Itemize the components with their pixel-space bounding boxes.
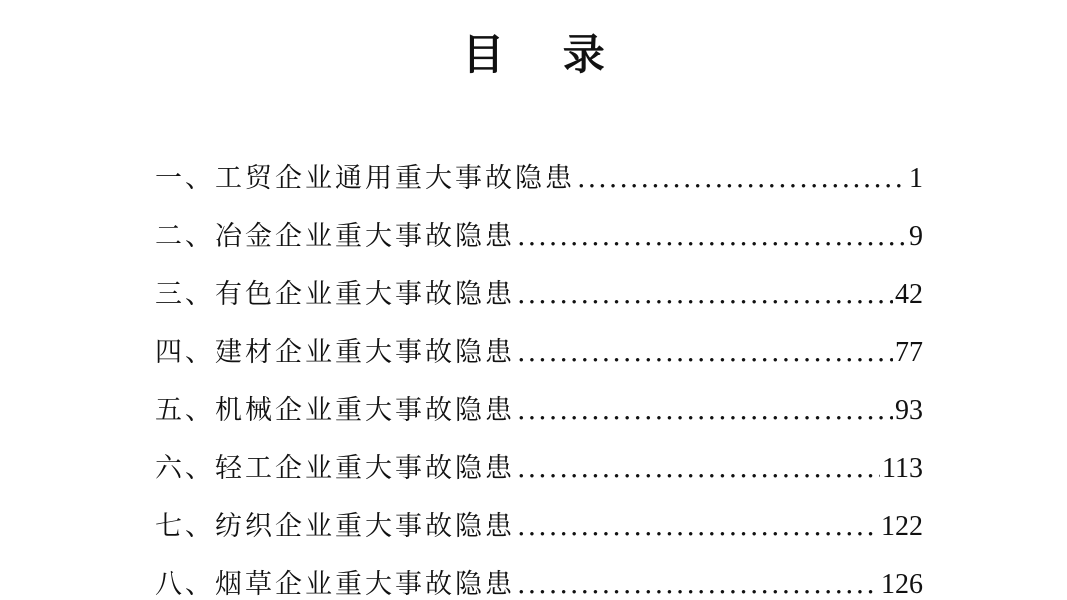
toc-entry[interactable] (155, 498, 923, 556)
toc-entry-label: 三、有色企业重大事故隐患 (155, 279, 515, 310)
toc-leader-dots (517, 266, 893, 324)
toc-leader-dots (517, 556, 879, 600)
toc-entry[interactable] (155, 556, 923, 600)
toc-leader-dots (577, 150, 907, 208)
toc-entry-page: 122 (881, 511, 923, 542)
toc-leader-dots (517, 498, 879, 556)
toc-entry[interactable] (155, 440, 923, 498)
toc-entry[interactable] (155, 324, 923, 382)
table-of-contents (155, 150, 923, 600)
toc-entry-label: 一、工贸企业通用重大事故隐患 (155, 163, 575, 194)
toc-entry-label: 七、纺织企业重大事故隐患 (155, 511, 515, 542)
toc-entry-label: 四、建材企业重大事故隐患 (155, 337, 515, 368)
toc-entry-page: 113 (882, 453, 923, 484)
toc-leader-dots (517, 208, 907, 266)
toc-entry-label: 六、轻工企业重大事故隐患 (155, 453, 515, 484)
toc-leader-dots (517, 324, 893, 382)
toc-entry-page: 126 (881, 569, 923, 600)
toc-entry-label: 二、冶金企业重大事故隐患 (155, 221, 515, 252)
toc-entry-page: 1 (909, 163, 923, 194)
toc-entry-label: 五、机械企业重大事故隐患 (155, 395, 515, 426)
toc-leader-dots (517, 382, 893, 440)
toc-entry[interactable] (155, 266, 923, 324)
toc-entry-page: 77 (895, 337, 923, 368)
toc-entry-label: 八、烟草企业重大事故隐患 (155, 569, 515, 600)
toc-leader-dots (517, 440, 880, 498)
toc-entry-page: 42 (895, 279, 923, 310)
toc-entry[interactable] (155, 150, 923, 208)
page-title: 目 录 (462, 30, 627, 79)
toc-entry-page: 93 (895, 395, 923, 426)
toc-entry[interactable] (155, 208, 923, 266)
toc-entry[interactable] (155, 382, 923, 440)
toc-entry-page: 9 (909, 221, 923, 252)
